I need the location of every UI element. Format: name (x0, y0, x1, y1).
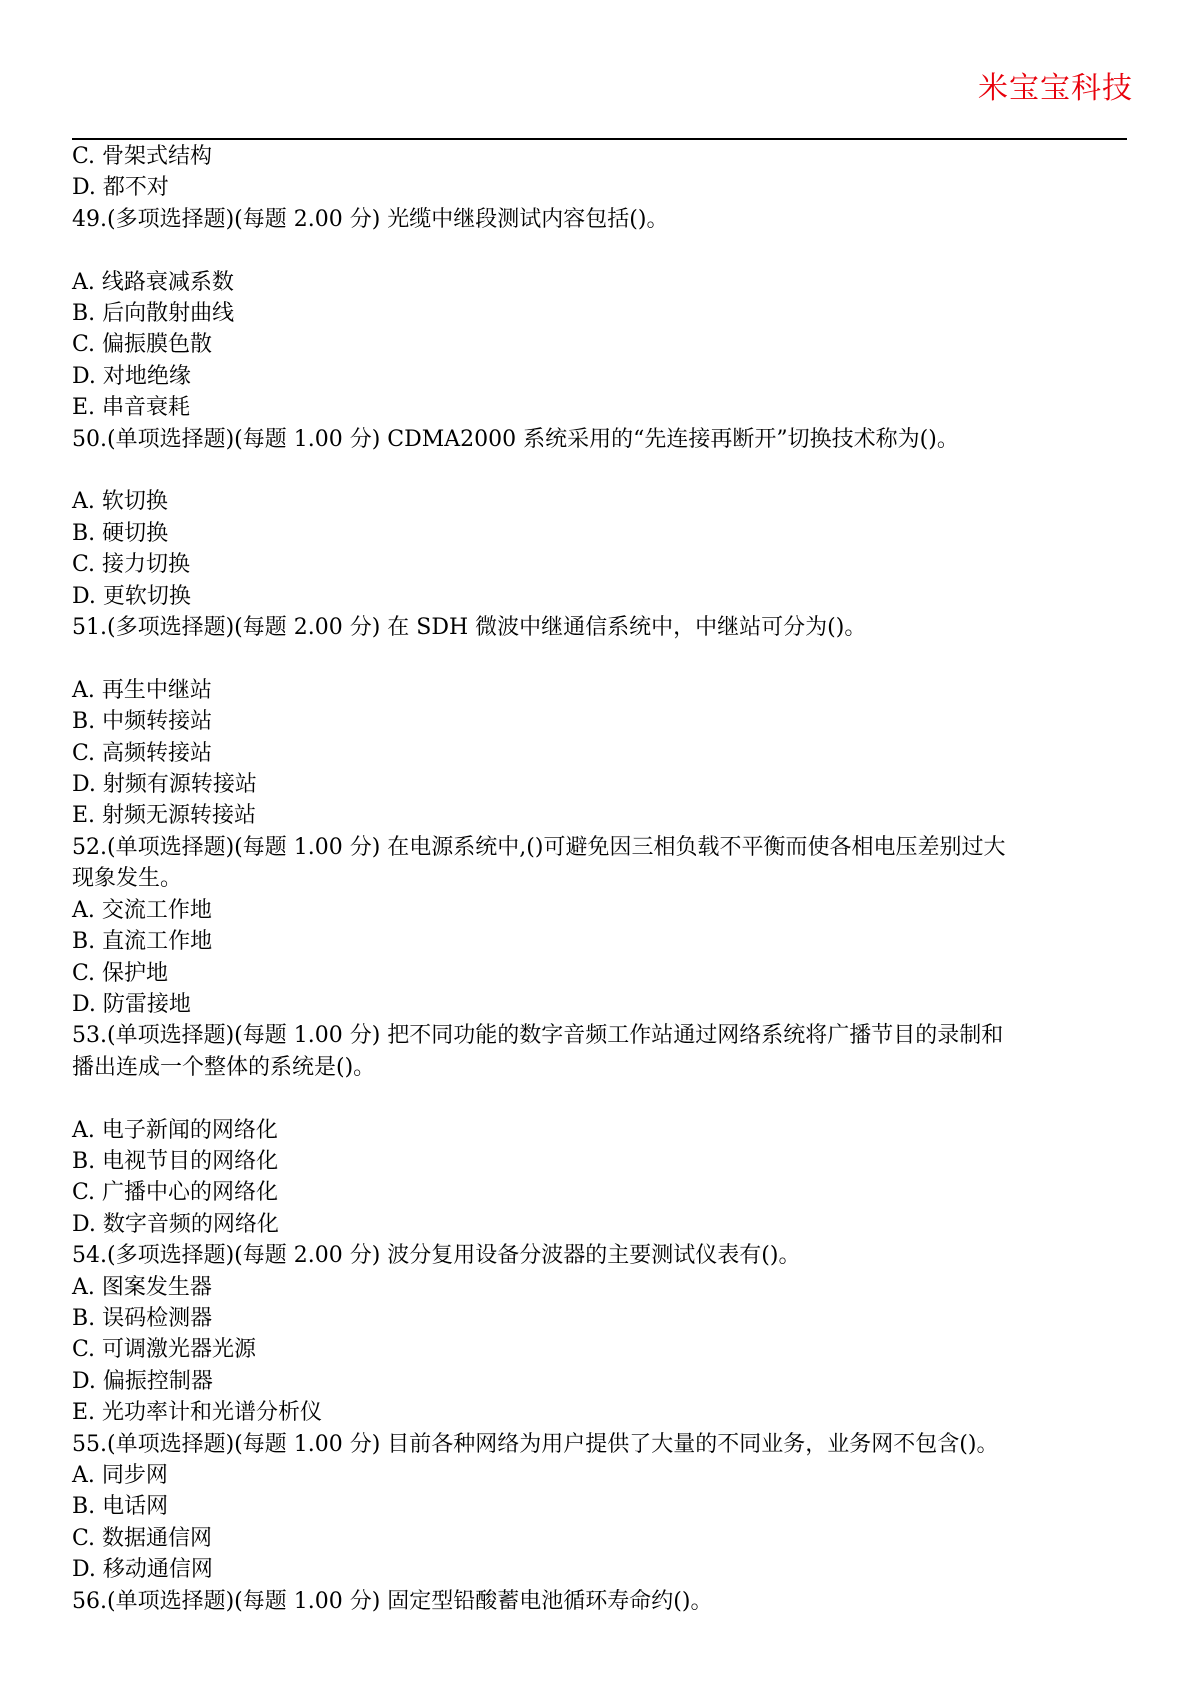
option-line: D. 数字音频的网络化 (72, 1211, 279, 1237)
option-line: E. 射频无源转接站 (72, 803, 257, 829)
option-line: A. 电子新闻的网络化 (72, 1117, 278, 1143)
question-line: 56.(单项选择题)(每题 1.00 分) 固定型铅酸蓄电池循环寿命约()。 (72, 1588, 713, 1614)
question-line: 51.(多项选择题)(每题 2.00 分) 在 SDH 微波中继通信系统中，中继站可分为()。 (72, 615, 867, 641)
option-line: A. 软切换 (72, 489, 168, 515)
option-line: B. 硬切换 (72, 520, 169, 546)
option-line: C. 高频转接站 (72, 740, 213, 766)
blank-line (72, 1083, 1132, 1114)
option-line: C. 骨架式结构 (72, 144, 213, 169)
option-line: B. 直流工作地 (72, 929, 213, 955)
option-line: C. 偏振膜色散 (72, 332, 213, 358)
option-line: D. 更软切换 (72, 583, 191, 609)
blank-line (72, 235, 1132, 266)
question-line: 55.(单项选择题)(每题 1.00 分) 目前各种网络为用户提供了大量的不同业务，业务网不包含()。 (72, 1431, 999, 1457)
option-line: C. 保护地 (72, 960, 169, 986)
question-line-continued: 播出连成一个整体的系统是()。 (72, 1054, 376, 1080)
blank-line (72, 643, 1132, 674)
option-line: D. 对地绝缘 (72, 363, 191, 389)
question-line: 52.(单项选择题)(每题 1.00 分) 在电源系统中,()可避免因三相负载不平衡而使各相电压差别过大 (72, 834, 1006, 860)
blank-line (72, 455, 1132, 486)
option-line: D. 移动通信网 (72, 1557, 213, 1583)
question-line-continued: 现象发生。 (72, 866, 183, 892)
option-line: B. 电视节目的网络化 (72, 1148, 279, 1174)
option-line: D. 射频有源转接站 (72, 772, 257, 798)
question-line: 53.(单项选择题)(每题 1.00 分) 把不同功能的数字音频工作站通过网络系统将广播节目的录制和 (72, 1023, 1004, 1049)
option-line: D. 偏振控制器 (72, 1368, 213, 1394)
option-line: C. 可调激光器光源 (72, 1337, 257, 1363)
option-line: D. 都不对 (72, 175, 169, 201)
option-line: C. 广播中心的网络化 (72, 1180, 279, 1206)
option-line: A. 图案发生器 (72, 1274, 212, 1300)
document-body (72, 141, 1132, 1617)
option-line: C. 数据通信网 (72, 1525, 213, 1551)
option-line: E. 串音衰耗 (72, 395, 191, 421)
option-line: A. 线路衰减系数 (72, 269, 234, 295)
option-line: B. 误码检测器 (72, 1305, 213, 1331)
option-line: B. 后向散射曲线 (72, 301, 235, 327)
option-line: C. 接力切换 (72, 552, 191, 578)
question-line: 54.(多项选择题)(每题 2.00 分) 波分复用设备分波器的主要测试仪表有()。 (72, 1243, 801, 1269)
question-line: 50.(单项选择题)(每题 1.00 分) CDMA2000 系统采用的“先连接再断开”切换技术称为()。 (72, 426, 959, 452)
brand-logo-text: 米宝宝科技 (978, 71, 1133, 106)
option-line: A. 再生中继站 (72, 677, 212, 703)
option-line: D. 防雷接地 (72, 991, 191, 1017)
option-line: A. 交流工作地 (72, 897, 212, 923)
option-line: B. 中频转接站 (72, 709, 213, 735)
header-divider (72, 138, 1127, 140)
option-line: E. 光功率计和光谱分析仪 (72, 1400, 323, 1426)
option-line: A. 同步网 (72, 1463, 168, 1488)
option-line: B. 电话网 (72, 1494, 169, 1520)
question-line: 49.(多项选择题)(每题 2.00 分) 光缆中继段测试内容包括()。 (72, 206, 669, 232)
